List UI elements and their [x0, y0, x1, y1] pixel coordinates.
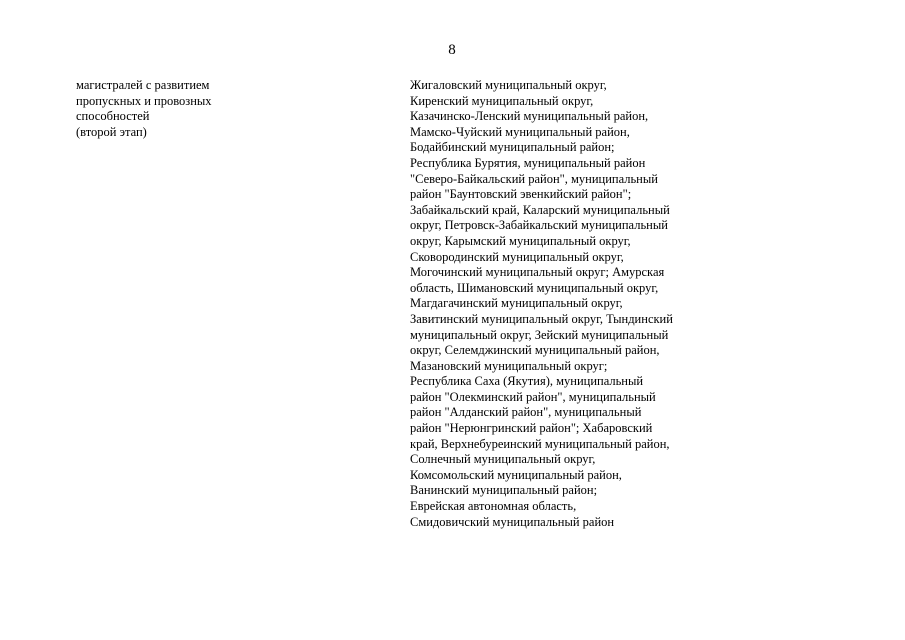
- right-column-line: Сковородинский муниципальный округ,: [410, 249, 624, 264]
- right-column-line: Мамско-Чуйский муниципальный район,: [410, 124, 630, 139]
- right-column-line: округ, Селемджинский муниципальный район,: [410, 343, 660, 358]
- right-column-line: Магдагачинский муниципальный округ,: [410, 296, 623, 311]
- right-column-line: район "Нерюнгринский район"; Хабаровский: [410, 421, 653, 436]
- right-column-line: область, Шимановский муниципальный округ,: [410, 280, 659, 295]
- left-column-line: магистралей с развитием: [76, 78, 210, 92]
- right-column-line: Казачинско-Ленский муниципальный район,: [410, 109, 649, 124]
- right-column-line: район "Олекминский район", муниципальный: [410, 389, 656, 404]
- right-column-line: Ванинский муниципальный район;: [410, 483, 598, 498]
- right-column-line: Жигаловский муниципальный округ,: [410, 78, 607, 92]
- right-column-line: Комсомольский муниципальный район,: [410, 467, 622, 482]
- right-column-line: округ, Карымский муниципальный округ,: [410, 233, 631, 248]
- right-column-line: район "Баунтовский эвенкийский район";: [410, 187, 632, 202]
- right-column-line: Солнечный муниципальный округ,: [410, 452, 596, 467]
- right-column-line: Киренский муниципальный округ,: [410, 93, 594, 108]
- right-column-line: Смидовичский муниципальный район: [410, 514, 615, 529]
- right-column-line: Республика Саха (Якутия), муниципальный: [410, 374, 644, 389]
- right-column-line: Завитинский муниципальный округ, Тындинский: [410, 311, 673, 326]
- right-column-line: Республика Бурятия, муниципальный район: [410, 155, 646, 170]
- left-column-line: пропускных и провозных: [76, 93, 212, 108]
- right-column-line: Бодайбинский муниципальный район;: [410, 140, 615, 155]
- left-column-line: (второй этап): [76, 124, 147, 139]
- left-column-text: [76, 78, 212, 140]
- right-column-line: Еврейская автономная область,: [410, 499, 577, 514]
- right-column-line: район "Алданский район", муниципальный: [410, 405, 642, 420]
- right-column-line: "Северо-Байкальский район", муниципальный: [410, 171, 658, 186]
- page-number: 8: [448, 42, 456, 58]
- right-column-line: Забайкальский край, Каларский муниципальный: [410, 202, 670, 217]
- right-column-text: [410, 78, 673, 530]
- right-column-line: округ, Петровск-Забайкальский муниципальный: [410, 218, 668, 233]
- left-column-line: способностей: [76, 109, 150, 124]
- right-column-line: муниципальный округ, Зейский муниципальный: [410, 327, 669, 342]
- right-column-line: край, Верхнебуреинский муниципальный район,: [410, 436, 670, 451]
- right-column-line: Могочинский муниципальный округ; Амурская: [410, 265, 665, 280]
- right-column-line: Мазановский муниципальный округ;: [410, 358, 608, 373]
